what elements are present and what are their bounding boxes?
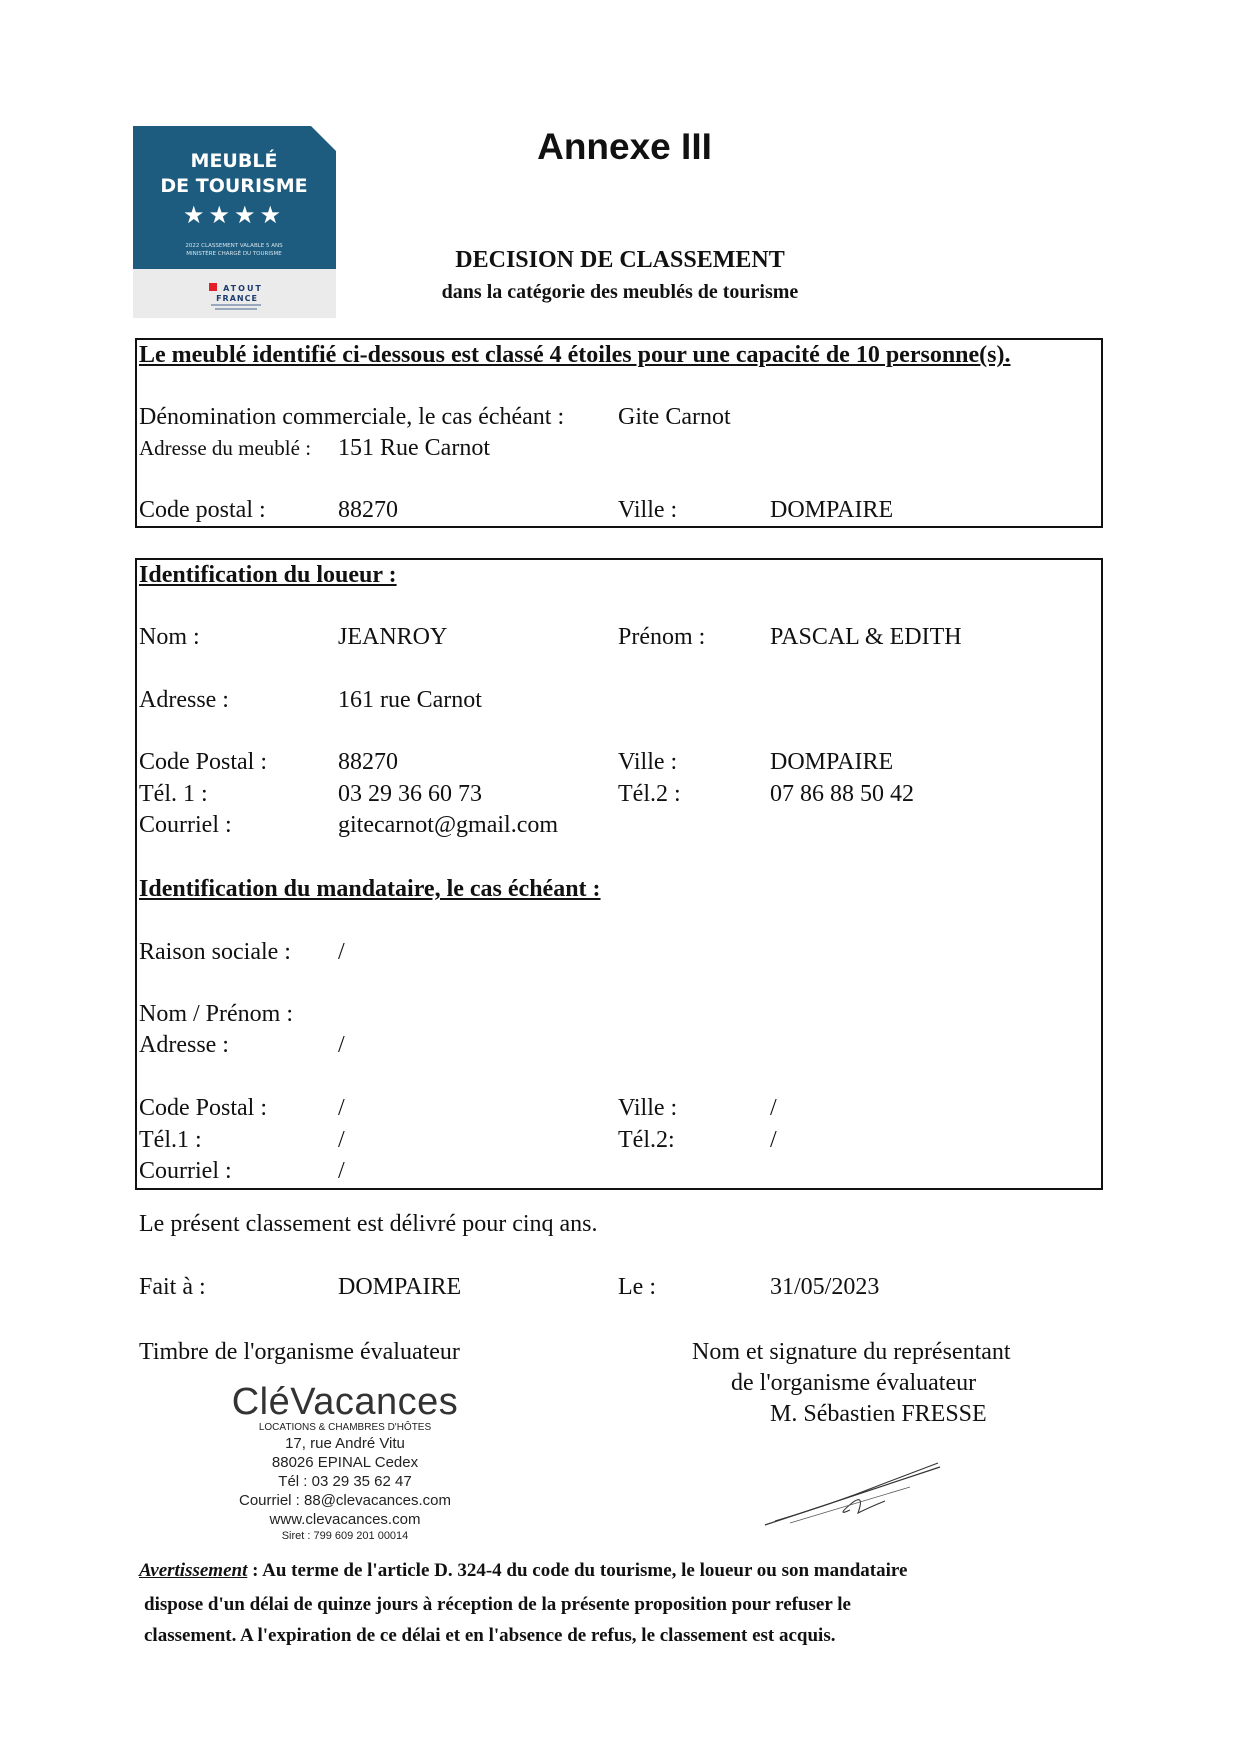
logo-line-2: DE TOURISME xyxy=(160,175,308,197)
mandataire-courriel-value: / xyxy=(338,1158,345,1184)
mandataire-tel2-value: / xyxy=(770,1127,777,1153)
loueur-tel1-label: Tél. 1 : xyxy=(139,781,208,807)
adresse-meuble-value: 151 Rue Carnot xyxy=(338,435,490,461)
stamp-line-1: 17, rue André Vitu xyxy=(285,1435,405,1452)
date-value: 31/05/2023 xyxy=(770,1274,880,1300)
warning-line-1 xyxy=(139,1560,907,1582)
clevacances-stamp xyxy=(220,1382,470,1547)
stamp-tagline: LOCATIONS & CHAMBRES D'HÔTES xyxy=(258,1422,432,1433)
loueur-ville-value: DOMPAIRE xyxy=(770,749,894,775)
timbre-label: Timbre de l'organisme évaluateur xyxy=(139,1339,460,1365)
warning-text-1: : Au terme de l'article D. 324-4 du code du tourisme, le loueur ou son mandataire xyxy=(247,1560,908,1581)
warning-line-2: dispose d'un délai de quinze jours à réception de la présente proposition pour refuser le xyxy=(144,1594,851,1615)
meuble-cp-value: 88270 xyxy=(338,497,398,523)
warning-label: Avertissement xyxy=(139,1560,248,1581)
mandataire-cp-value: / xyxy=(338,1095,345,1121)
meuble-ville-value: DOMPAIRE xyxy=(770,497,894,523)
mandataire-raison-label: Raison sociale : xyxy=(139,939,291,965)
meuble-heading: Le meublé identifié ci-dessous est classé 4 étoiles pour une capacité de 10 personne(s). xyxy=(139,342,1011,368)
logo-line-1: MEUBLÉ xyxy=(190,150,278,172)
document-subtitle-category: dans la catégorie des meublés de tourisme xyxy=(441,281,799,303)
fait-label: Fait à : xyxy=(139,1274,206,1300)
loueur-adresse-value: 161 rue Carnot xyxy=(338,687,482,713)
logo-brand-1: ATOUT xyxy=(223,284,263,293)
loueur-courriel-value: gitecarnot@gmail.com xyxy=(338,812,559,838)
validity-text: Le présent classement est délivré pour cinq ans. xyxy=(139,1211,598,1237)
stamp-line-4: Courriel : 88@clevacances.com xyxy=(239,1492,451,1509)
signature-label-line1: Nom et signature du représentant xyxy=(692,1339,1011,1365)
mandataire-heading: Identification du mandataire, le cas échéant : xyxy=(139,876,601,902)
mandataire-ville-label: Ville : xyxy=(618,1095,678,1121)
mandataire-tel1-label: Tél.1 : xyxy=(139,1127,202,1153)
mandataire-nom-label: Nom / Prénom : xyxy=(139,1001,293,1027)
adresse-meuble-label: Adresse du meublé : xyxy=(139,436,312,460)
signatory-name: M. Sébastien FRESSE xyxy=(770,1401,987,1427)
loueur-tel2-label: Tél.2 : xyxy=(618,781,681,807)
denomination-value: Gite Carnot xyxy=(618,404,731,430)
loueur-prenom-value: PASCAL & EDITH xyxy=(770,624,962,650)
stamp-brand: CléVacances xyxy=(231,1381,459,1423)
loueur-prenom-label: Prénom : xyxy=(618,624,706,650)
mandataire-adresse-value: / xyxy=(338,1032,345,1058)
logo-brand-2: FRANCE xyxy=(216,294,258,303)
handwritten-signature xyxy=(760,1455,950,1535)
signature-label-line2: de l'organisme évaluateur xyxy=(731,1370,977,1396)
loueur-cp-value: 88270 xyxy=(338,749,398,775)
loueur-tel1-value: 03 29 36 60 73 xyxy=(338,781,482,807)
loueur-courriel-label: Courriel : xyxy=(139,812,232,838)
mandataire-adresse-label: Adresse : xyxy=(139,1032,229,1058)
meuble-ville-label: Ville : xyxy=(618,497,678,523)
loueur-nom-value: JEANROY xyxy=(338,624,448,650)
mandataire-cp-label: Code Postal : xyxy=(139,1095,268,1121)
mandataire-tel2-label: Tél.2: xyxy=(618,1127,675,1153)
loueur-nom-label: Nom : xyxy=(139,624,200,650)
loueur-cp-label: Code Postal : xyxy=(139,749,268,775)
mandataire-tel1-value: / xyxy=(338,1127,345,1153)
mandataire-ville-value: / xyxy=(770,1095,777,1121)
logo-small-2: MINISTÈRE CHARGÉ DU TOURISME xyxy=(186,251,282,257)
loueur-tel2-value: 07 86 88 50 42 xyxy=(770,781,914,807)
stamp-line-2: 88026 EPINAL Cedex xyxy=(271,1454,419,1471)
warning-line-3: classement. A l'expiration de ce délai et en l'absence de refus, le classement est acquis. xyxy=(144,1625,836,1646)
logo-stars: ★★★★ xyxy=(182,201,286,229)
stamp-line-3: Tél : 03 29 35 62 47 xyxy=(278,1473,412,1490)
mandataire-raison-value: / xyxy=(338,939,345,965)
logo-small-1: 2022 CLASSEMENT VALABLE 5 ANS xyxy=(185,243,283,249)
date-label: Le : xyxy=(618,1274,656,1300)
stamp-line-5: www.clevacances.com xyxy=(269,1511,421,1528)
denomination-label: Dénomination commerciale, le cas échéant : xyxy=(139,404,565,430)
page-title: Annexe III xyxy=(537,126,712,167)
stamp-line-6: Siret : 799 609 201 00014 xyxy=(281,1530,409,1542)
loueur-heading: Identification du loueur : xyxy=(139,562,397,588)
mandataire-courriel-label: Courriel : xyxy=(139,1158,232,1184)
fait-value: DOMPAIRE xyxy=(338,1274,462,1300)
loueur-adresse-label: Adresse : xyxy=(139,687,229,713)
meuble-cp-label: Code postal : xyxy=(139,497,266,523)
document-subtitle: DECISION DE CLASSEMENT xyxy=(455,247,785,273)
loueur-ville-label: Ville : xyxy=(618,749,678,775)
